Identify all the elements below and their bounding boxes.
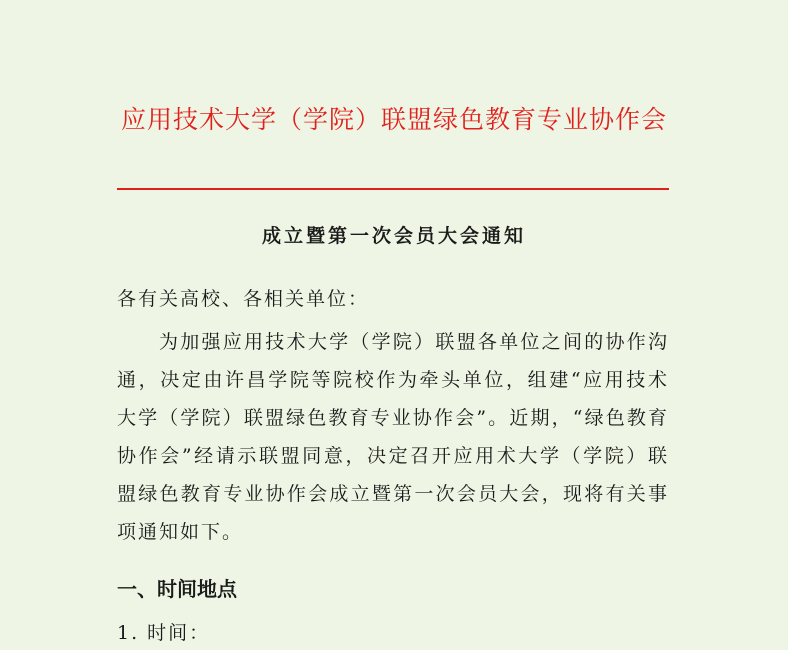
item-time-label: 1. 时间： — [117, 622, 211, 644]
red-divider-line — [117, 188, 669, 190]
body-paragraph: 为加强应用技术大学（学院）联盟各单位之间的协作沟通，决定由许昌学院等院校作为牵头单位，组建“应用技术大学（学院）联盟绿色教育专业协作会”。近期，“绿色教育协作会”经请示联盟同意，决定召开应用术大学（学院）联盟绿色教育专业协作会成立暨第一次会员大会，现将有关事项通知如下。 — [117, 331, 669, 543]
organization-header: 应用技术大学（学院）联盟绿色教育专业协作会 — [120, 105, 667, 134]
salutation: 各有关高校、各相关单位： — [117, 288, 370, 310]
section-heading-time-location: 一、时间地点 — [117, 577, 237, 601]
notice-title: 成立暨第一次会员大会通知 — [261, 225, 526, 247]
